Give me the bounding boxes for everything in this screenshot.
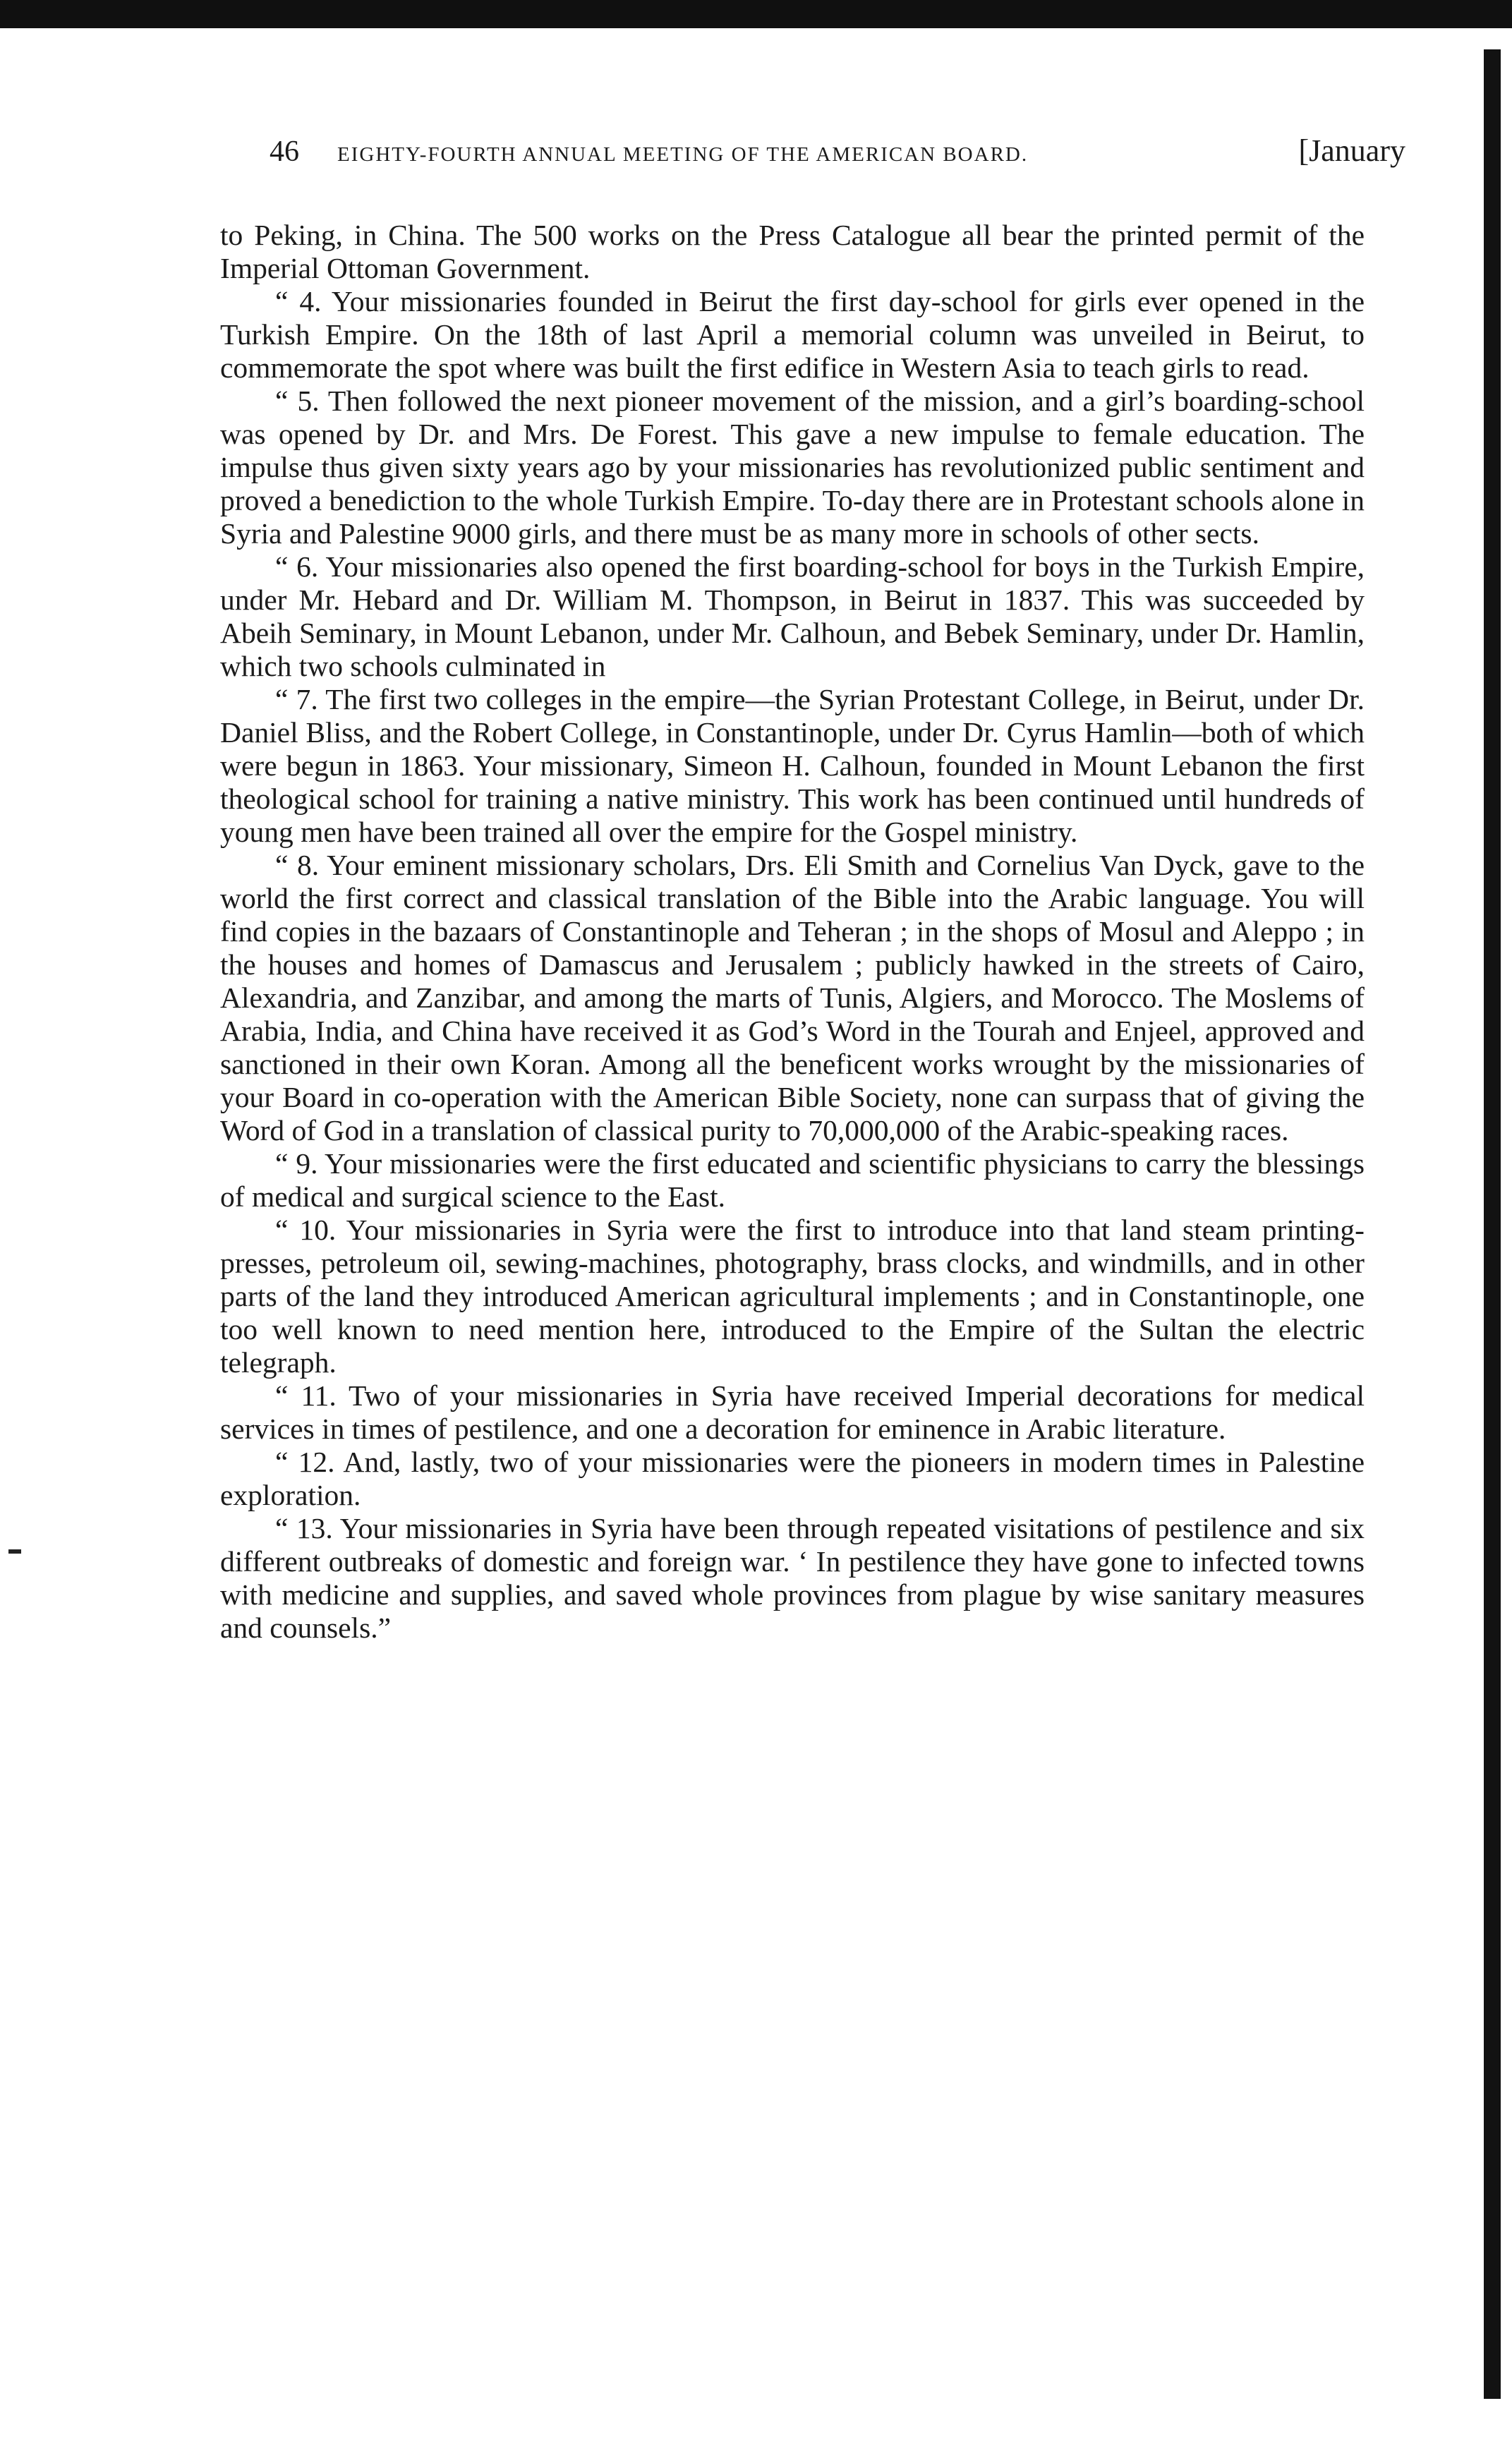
paragraph-item-10: “ 10. Your missionaries in Syria were the first to introduce into that land steam printing-presses, petroleum oil, sewing-machines, photography, brass clocks, and windmills, and in other parts of the land they introduced American agricultural implements ; and in Constantinople, one too well known to need mention here, introduced to the Empire of the Sultan the electric telegraph.	[220, 1214, 1365, 1379]
paragraph-item-13: “ 13. Your missionaries in Syria have been through repeated visitations of pestilence and six different outbreaks of domestic and foreign war. ‘ In pestilence they have gone to infected towns with medicine and supplies, and saved whole provinces from plague by wise sanitary measures and counsels.”	[220, 1512, 1365, 1644]
paragraph-item-9: “ 9. Your missionaries were the first educated and scientific physicians to carry the blessings of medical and surgical science to the East.	[220, 1147, 1365, 1213]
paragraph-item-11: “ 11. Two of your missionaries in Syria have received Imperial decorations for medical services in times of pestilence, and one a decoration for eminence in Arabic literature.	[220, 1379, 1365, 1445]
header-month: [January	[1298, 133, 1405, 168]
paragraph-item-8: “ 8. Your eminent missionary scholars, Drs. Eli Smith and Cornelius Van Dyck, gave to the world the first correct and classical translation of the Bible into the Arabic language. You will find copies in the bazaars of Constantinople and Teheran ; in the shops of Mosul and Aleppo ; in the houses and homes of Damascus and Jerusalem ; publicly hawked in the streets of Cairo, Alexandria, and Zanzibar, and among the marts of Tunis, Algiers, and Morocco. The Moslems of Arabia, India, and China have received it as God’s Word in the Tourah and Enjeel, approved and sanctioned in their own Koran. Among all the beneficent works wrought by the missionaries of your Board in co-operation with the American Bible Society, none can surpass that of giving the Word of God in a translation of classical purity to 70,000,000 of the Arabic-speaking races.	[220, 849, 1365, 1147]
right-scan-border	[1484, 49, 1501, 2399]
top-scan-border	[0, 0, 1512, 28]
margin-mark	[8, 1549, 21, 1554]
running-head-title: EIGHTY-FOURTH ANNUAL MEETING OF THE AMERICAN BOARD.	[337, 143, 1029, 166]
paragraph-item-5: “ 5. Then followed the next pioneer movement of the mission, and a girl’s boarding-school was opened by Dr. and Mrs. De Forest. This gave a new impulse to female education. The impulse thus given sixty years ago by your missionaries has revolutionized public sentiment and proved a benediction to the whole Turkish Empire. To-day there are in Protestant schools alone in Syria and Palestine 9000 girls, and there must be as many more in schools of other sects.	[220, 385, 1365, 550]
paragraph-item-7: “ 7. The first two colleges in the empire—the Syrian Protestant College, in Beirut, under Dr. Daniel Bliss, and the Robert College, in Constantinople, under Dr. Cyrus Hamlin—both of which were begun in 1863. Your missionary, Simeon H. Calhoun, founded in Mount Lebanon the first theological school for training a native ministry. This work has been continued until hundreds of young men have been trained all over the empire for the Gospel ministry.	[220, 683, 1365, 848]
paragraph-item-12: “ 12. And, lastly, two of your missionaries were the pioneers in modern times in Palestine exploration.	[220, 1446, 1365, 1511]
paragraph-item-4: “ 4. Your missionaries founded in Beirut the first day-school for girls ever opened in the Turkish Empire. On the 18th of last April a memorial column was unveiled in Beirut, to commemorate the spot where was built the first edifice in Western Asia to teach girls to read.	[220, 285, 1365, 384]
paragraph-item-6: “ 6. Your missionaries also opened the first boarding-school for boys in the Turkish Empire, under Mr. Hebard and Dr. William M. Thompson, in Beirut in 1837. This was succeeded by Abeih Seminary, in Mount Lebanon, under Mr. Calhoun, and Bebek Seminary, under Dr. Hamlin, which two schools culminated in	[220, 550, 1365, 682]
body-text	[220, 219, 1365, 1645]
page-number: 46	[270, 135, 299, 168]
running-header	[270, 133, 1405, 182]
paragraph-continuation: to Peking, in China. The 500 works on the Press Catalogue all bear the printed permit of the Imperial Ottoman Government.	[220, 219, 1365, 284]
